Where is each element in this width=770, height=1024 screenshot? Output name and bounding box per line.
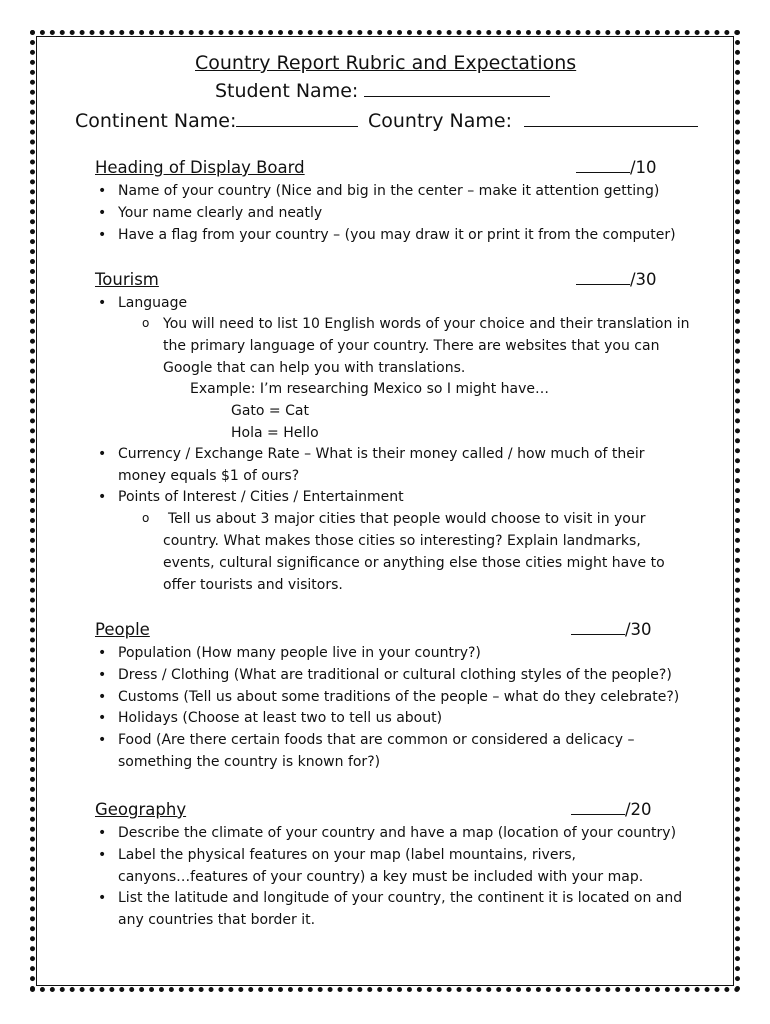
country-name-line [368, 110, 698, 132]
list-item: Name of your country (Nice and big in the center – make it attention getting) [118, 183, 660, 199]
student-name-label: Student Name: [215, 80, 359, 102]
bullet-icon: • [98, 710, 107, 726]
section-heading-score: /10 [576, 158, 657, 177]
student-name-line [215, 80, 550, 102]
section-geography-score: /20 [571, 800, 652, 819]
bullet-icon: • [98, 825, 107, 841]
continent-name-label: Continent Name: [75, 110, 237, 132]
sub-bullet-icon: o [142, 316, 150, 330]
list-item: Holidays (Choose at least two to tell us about) [118, 710, 443, 726]
bullet-icon: • [98, 689, 107, 705]
bullet-icon: • [98, 205, 107, 221]
bullet-icon: • [98, 295, 107, 311]
example-word-1: Gato = Cat [231, 403, 309, 419]
score-blank[interactable] [571, 800, 625, 815]
sub-list-item-cont: the primary language of your country. There are websites that you can [163, 338, 660, 354]
list-item-currency: Currency / Exchange Rate – What is their money called / how much of their [118, 446, 645, 462]
score-blank[interactable] [571, 620, 625, 635]
student-name-blank[interactable] [364, 80, 550, 97]
bullet-icon: • [98, 890, 107, 906]
bullet-icon: • [98, 847, 107, 863]
section-geography-title: Geography [95, 800, 187, 819]
example-word-2: Hola = Hello [231, 425, 319, 441]
continent-name-line [75, 110, 358, 132]
section-heading-title: Heading of Display Board [95, 158, 305, 177]
sub-list-item-cont: Google that can help you with translations. [163, 360, 466, 376]
list-item: Population (How many people live in your country?) [118, 645, 481, 661]
sub-bullet-icon: o [142, 511, 150, 525]
country-name-label: Country Name: [368, 110, 512, 132]
sub-list-item-cont: country. What makes those cities so interesting? Explain landmarks, [163, 533, 641, 549]
list-item: Have a flag from your country – (you may draw it or print it from the computer) [118, 227, 676, 243]
list-item-cont: canyons…features of your country) a key must be included with your map. [118, 869, 644, 885]
list-item: Dress / Clothing (What are traditional or cultural clothing styles of the people?) [118, 667, 672, 683]
sub-list-item-cont: events, cultural significance or anything else those cities might have to [163, 555, 665, 571]
list-item: Describe the climate of your country and have a map (location of your country) [118, 825, 677, 841]
sub-list-item: You will need to list 10 English words of your choice and their translation in [163, 316, 690, 332]
bullet-icon: • [98, 732, 107, 748]
list-item: Your name clearly and neatly [118, 205, 323, 221]
list-item-cont: something the country is known for?) [118, 754, 381, 770]
sub-list-item-cont: offer tourists and visitors. [163, 577, 343, 593]
bullet-icon: • [98, 183, 107, 199]
bullet-icon: • [98, 667, 107, 683]
list-item: Customs (Tell us about some traditions of the people – what do they celebrate?) [118, 689, 680, 705]
bullet-icon: • [98, 446, 107, 462]
sub-list-item: Tell us about 3 major cities that people would choose to visit in your [168, 511, 646, 527]
section-tourism-title: Tourism [95, 270, 159, 289]
bullet-icon: • [98, 489, 107, 505]
country-name-blank[interactable] [524, 110, 698, 127]
document-title: Country Report Rubric and Expectations [195, 52, 577, 74]
example-line: Example: I’m researching Mexico so I might have… [190, 381, 550, 397]
list-item: Label the physical features on your map (label mountains, rivers, [118, 847, 576, 863]
bullet-icon: • [98, 227, 107, 243]
bullet-icon: • [98, 645, 107, 661]
section-tourism-score: /30 [576, 270, 657, 289]
list-item-cont: any countries that border it. [118, 912, 316, 928]
list-item-language: Language [118, 295, 188, 311]
score-blank[interactable] [576, 158, 630, 173]
section-people-score: /30 [571, 620, 652, 639]
score-blank[interactable] [576, 270, 630, 285]
list-item: Food (Are there certain foods that are common or considered a delicacy – [118, 732, 635, 748]
list-item-currency-cont: money equals $1 of ours? [118, 468, 300, 484]
list-item: List the latitude and longitude of your country, the continent it is located on and [118, 890, 683, 906]
section-people-title: People [95, 620, 150, 639]
list-item-points: Points of Interest / Cities / Entertainment [118, 489, 404, 505]
continent-name-blank[interactable] [236, 110, 358, 127]
